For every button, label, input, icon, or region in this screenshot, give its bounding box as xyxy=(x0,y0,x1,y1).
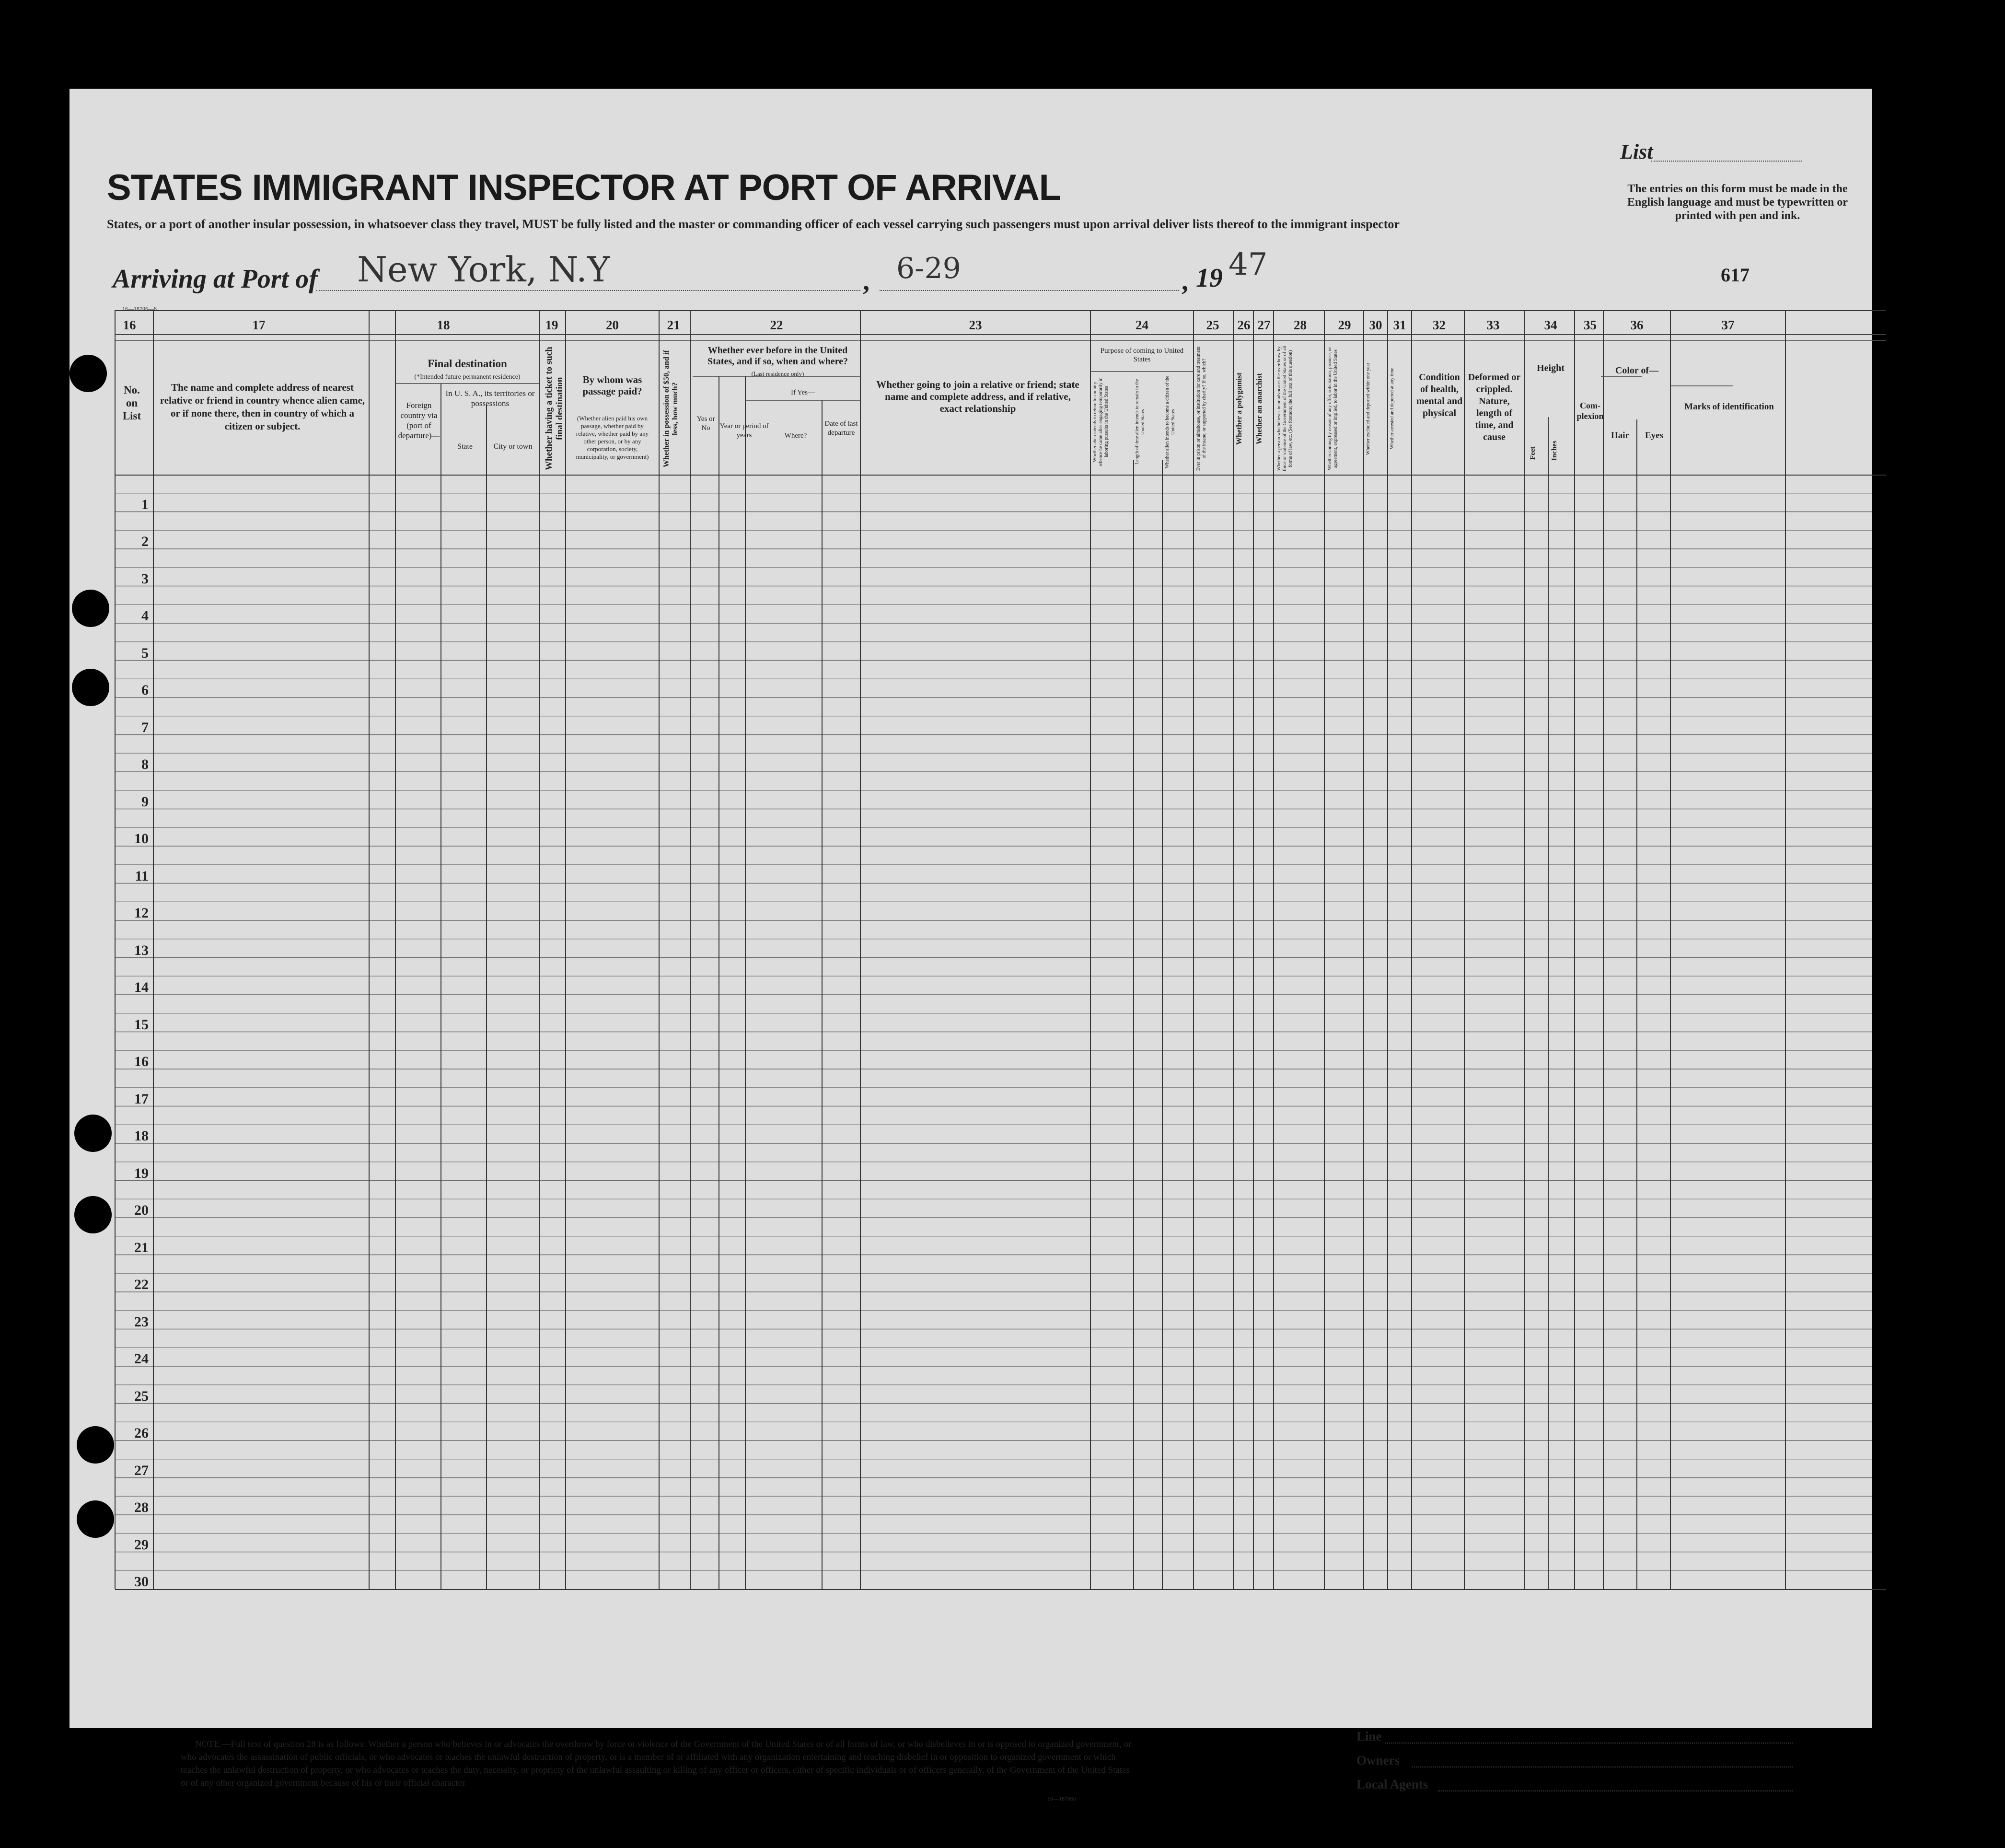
row-number: 8 xyxy=(141,756,149,772)
column-number: 20 xyxy=(606,318,619,332)
row-number: 24 xyxy=(134,1351,149,1367)
column-number: 28 xyxy=(1294,318,1307,332)
row-number: 27 xyxy=(134,1462,149,1478)
row-number: 19 xyxy=(134,1165,149,1181)
header-deformed: Deformed or crippled. Nature, length of time, and cause xyxy=(1468,372,1521,442)
manifest-sheet xyxy=(70,89,1872,1802)
header-q28: Whether a person who believes in or advocates the overthrow by force or violence of the Government of the United States or of all forms of law, etc. (See footnote; the full text of this question) xyxy=(1276,346,1293,472)
comma: , xyxy=(863,267,869,296)
header-purpose: Purpose of coming to United States xyxy=(1100,347,1184,363)
row-number: 13 xyxy=(134,942,149,958)
header-possession-50: Whether in possession of $50, and if less, how much? xyxy=(662,350,679,467)
header-hair: Hair xyxy=(1611,430,1629,441)
column-number: 31 xyxy=(1393,318,1406,332)
row-number: 21 xyxy=(134,1239,149,1255)
column-number: 32 xyxy=(1433,318,1446,332)
row-number: 12 xyxy=(134,905,149,921)
date-handwritten: 6-29 xyxy=(896,252,961,285)
header-purpose-length: Length of time alien intends to remain in the United States xyxy=(1135,379,1146,465)
header-before-in-us: Whether ever before in the United States, and if so, when and where? xyxy=(707,345,848,367)
row-number: 14 xyxy=(134,979,149,995)
header-feet: Feet xyxy=(1529,446,1537,460)
header-anarchist: Whether an anarchist xyxy=(1255,373,1263,444)
row-number: 23 xyxy=(134,1313,149,1330)
footer-agents-field xyxy=(1438,1790,1793,1791)
row-number: 20 xyxy=(134,1202,149,1218)
header-passage-paid-sub: (Whether alien paid his own passage, whether paid by relative, whether paid by any other person, or by any corporation, society, municipality, or government) xyxy=(576,415,649,460)
header-inches: Inches xyxy=(1551,441,1558,461)
list-label: List xyxy=(1620,140,1653,163)
header-join-relative: Whether going to join a relative or friend; state name and complete address, and if relative, exact relationship xyxy=(876,379,1079,414)
column-number: 26 xyxy=(1237,318,1251,332)
header-last-residence: (Last residence only) xyxy=(751,370,804,377)
row-number: 9 xyxy=(141,793,149,810)
page-title: STATES IMMIGRANT INSPECTOR AT PORT OF ARRIVAL xyxy=(107,167,1061,208)
column-number: 19 xyxy=(545,318,558,332)
header-if-yes: If Yes— xyxy=(790,389,815,396)
header-city-town: City or town xyxy=(493,442,533,451)
row-number: 17 xyxy=(134,1091,149,1107)
footer-owners-label: Owners xyxy=(1356,1753,1400,1767)
header-final-destination-sub: (*Intended future permanent residence) xyxy=(414,373,521,381)
column-number: 36 xyxy=(1630,318,1644,332)
page-number: 617 xyxy=(1721,264,1750,286)
footnote-q28: NOTE.—Full text of question 28 is as follows: Whether a person who believes in or advocates the overthrow by force or violence of the Government of the United States or of all forms of law, or who disbelieves in or is opposed to organized government, or who advocates the assassination of public officials, or who advocates or teaches the unlawful destruction of property, or is a member of or affiliated with any organization entertaining and teaching disbelief in or opposition to organized government or which teaches the unlawful destruction of property, or who advocates or teaches the duty, necessity, or propriety of the unlawful assaulting or killing of any officer or officers, either of specific individuals or of officers generally, of the Government of the United States or of any other organized government because of his or their official character. xyxy=(181,1739,1132,1788)
grid-lines xyxy=(70,89,1872,1728)
port-handwritten: New York, N.Y xyxy=(357,249,610,290)
header-complexion: Com-plexion xyxy=(1576,401,1604,421)
year-prefix: 19 xyxy=(1196,263,1223,293)
header-year-period: Year or period of years xyxy=(719,422,769,439)
header-height: Height xyxy=(1537,363,1565,373)
row-number: 30 xyxy=(134,1574,149,1590)
column-number: 29 xyxy=(1338,318,1351,332)
header-state: State xyxy=(457,442,473,451)
punch-hole xyxy=(72,590,109,627)
row-number: 5 xyxy=(141,645,149,661)
row-number: 11 xyxy=(135,868,149,884)
row-number: 22 xyxy=(134,1277,149,1292)
header-purpose-citizen: Whether alien intends to become a citizen of the United States xyxy=(1165,375,1176,468)
footer-line-label: Line xyxy=(1356,1729,1382,1743)
punch-hole xyxy=(70,355,107,392)
column-number: 17 xyxy=(252,318,266,332)
header-no-on-list: No. on List xyxy=(122,384,141,422)
punch-hole xyxy=(74,1196,112,1233)
header-usa-possessions: In U. S. A., its territories or possessions xyxy=(445,389,535,408)
row-number: 29 xyxy=(134,1536,149,1553)
header-eyes: Eyes xyxy=(1645,430,1663,441)
header-marks-identification: Marks of identification xyxy=(1684,402,1774,412)
header-foreign-country: Foreign country via (port of departure)— xyxy=(398,401,440,440)
punch-hole xyxy=(77,1500,114,1538)
instructions-note: The entries on this form must be made in the English language and must be typewritten or printed with pen and ink. xyxy=(1627,183,1848,222)
column-number: 27 xyxy=(1257,318,1271,332)
row-number: 10 xyxy=(134,831,149,847)
punch-hole xyxy=(72,669,109,706)
header-prison-almshouse: Ever in prison or almshouse, or institution for care and treatment of the insane, or supported by charity? If so, which? xyxy=(1196,346,1207,471)
footer-agents-label: Local Agents xyxy=(1356,1777,1428,1791)
row-number: 2 xyxy=(141,534,149,549)
column-number: 18 xyxy=(437,318,450,332)
header-passage-paid: By whom was passage paid? xyxy=(582,374,642,397)
column-number: 25 xyxy=(1206,318,1219,332)
column-number: 34 xyxy=(1544,318,1557,332)
row-number: 25 xyxy=(134,1388,149,1404)
column-number: 16 xyxy=(123,318,136,332)
header-polygamist: Whether a polygamist xyxy=(1235,372,1243,445)
column-number: 35 xyxy=(1584,318,1597,332)
row-number: 26 xyxy=(134,1425,149,1441)
arriving-label: Arriving at Port of xyxy=(113,264,318,294)
form-code-top: 16—18706—8 xyxy=(122,305,157,312)
page-subtitle: States, or a port of another insular possession, in whatsoever class they travel, MUST be fully listed and the master or commanding officer of each vessel carrying such passengers must upon arrival deliver lists thereof to the immigrant inspector xyxy=(107,217,1400,231)
comma: , xyxy=(1182,267,1188,296)
form-code-bottom: 16—18706b xyxy=(1047,1795,1076,1802)
row-number: 15 xyxy=(134,1016,149,1033)
header-purpose-return: Whether alien intends to return to country whence he came after engaging temporarily in laboring pursuits in the United States xyxy=(1092,377,1109,466)
header-final-destination: Final destination xyxy=(428,358,507,370)
column-number: 30 xyxy=(1369,318,1382,332)
row-number: 28 xyxy=(134,1499,149,1515)
row-number: 18 xyxy=(134,1128,149,1144)
column-number: 33 xyxy=(1486,318,1500,332)
header-date-departure: Date of last departure xyxy=(824,420,858,437)
column-number: 21 xyxy=(667,318,680,332)
header-ticket: Whether having a ticket to such final destination xyxy=(544,347,565,471)
column-number: 22 xyxy=(770,318,783,332)
header-arrested: Whether arrested and deported at any time xyxy=(1390,368,1395,450)
column-number: 37 xyxy=(1721,318,1735,332)
punch-hole xyxy=(74,1115,112,1152)
header-yes-no: Yes or No xyxy=(696,415,715,432)
year-handwritten: 47 xyxy=(1228,247,1268,282)
column-number: 23 xyxy=(969,318,982,332)
row-number: 4 xyxy=(141,608,149,624)
header-excluded: Whether excluded and deported within one year xyxy=(1366,362,1371,455)
header-color-of: Color of— xyxy=(1615,365,1659,376)
header-where: Where? xyxy=(784,432,807,440)
row-number: 7 xyxy=(141,719,149,735)
header-nearest-relative: The name and complete address of nearest relative or friend in country whence alien came, or if none there, then in country of which a citizen or subject. xyxy=(160,382,365,432)
row-number: 16 xyxy=(134,1054,149,1069)
header-offer-labor: Whether coming by reason of any offer, solicitation, promise, or agreement, expressed or implied, to labor in the United States xyxy=(1327,347,1338,471)
header-condition-health: Condition of health, mental and physical xyxy=(1416,372,1463,418)
row-number: 6 xyxy=(141,682,149,698)
row-number: 1 xyxy=(141,496,149,512)
punch-hole xyxy=(77,1426,114,1464)
row-number: 3 xyxy=(141,570,149,587)
column-number: 24 xyxy=(1136,318,1148,332)
